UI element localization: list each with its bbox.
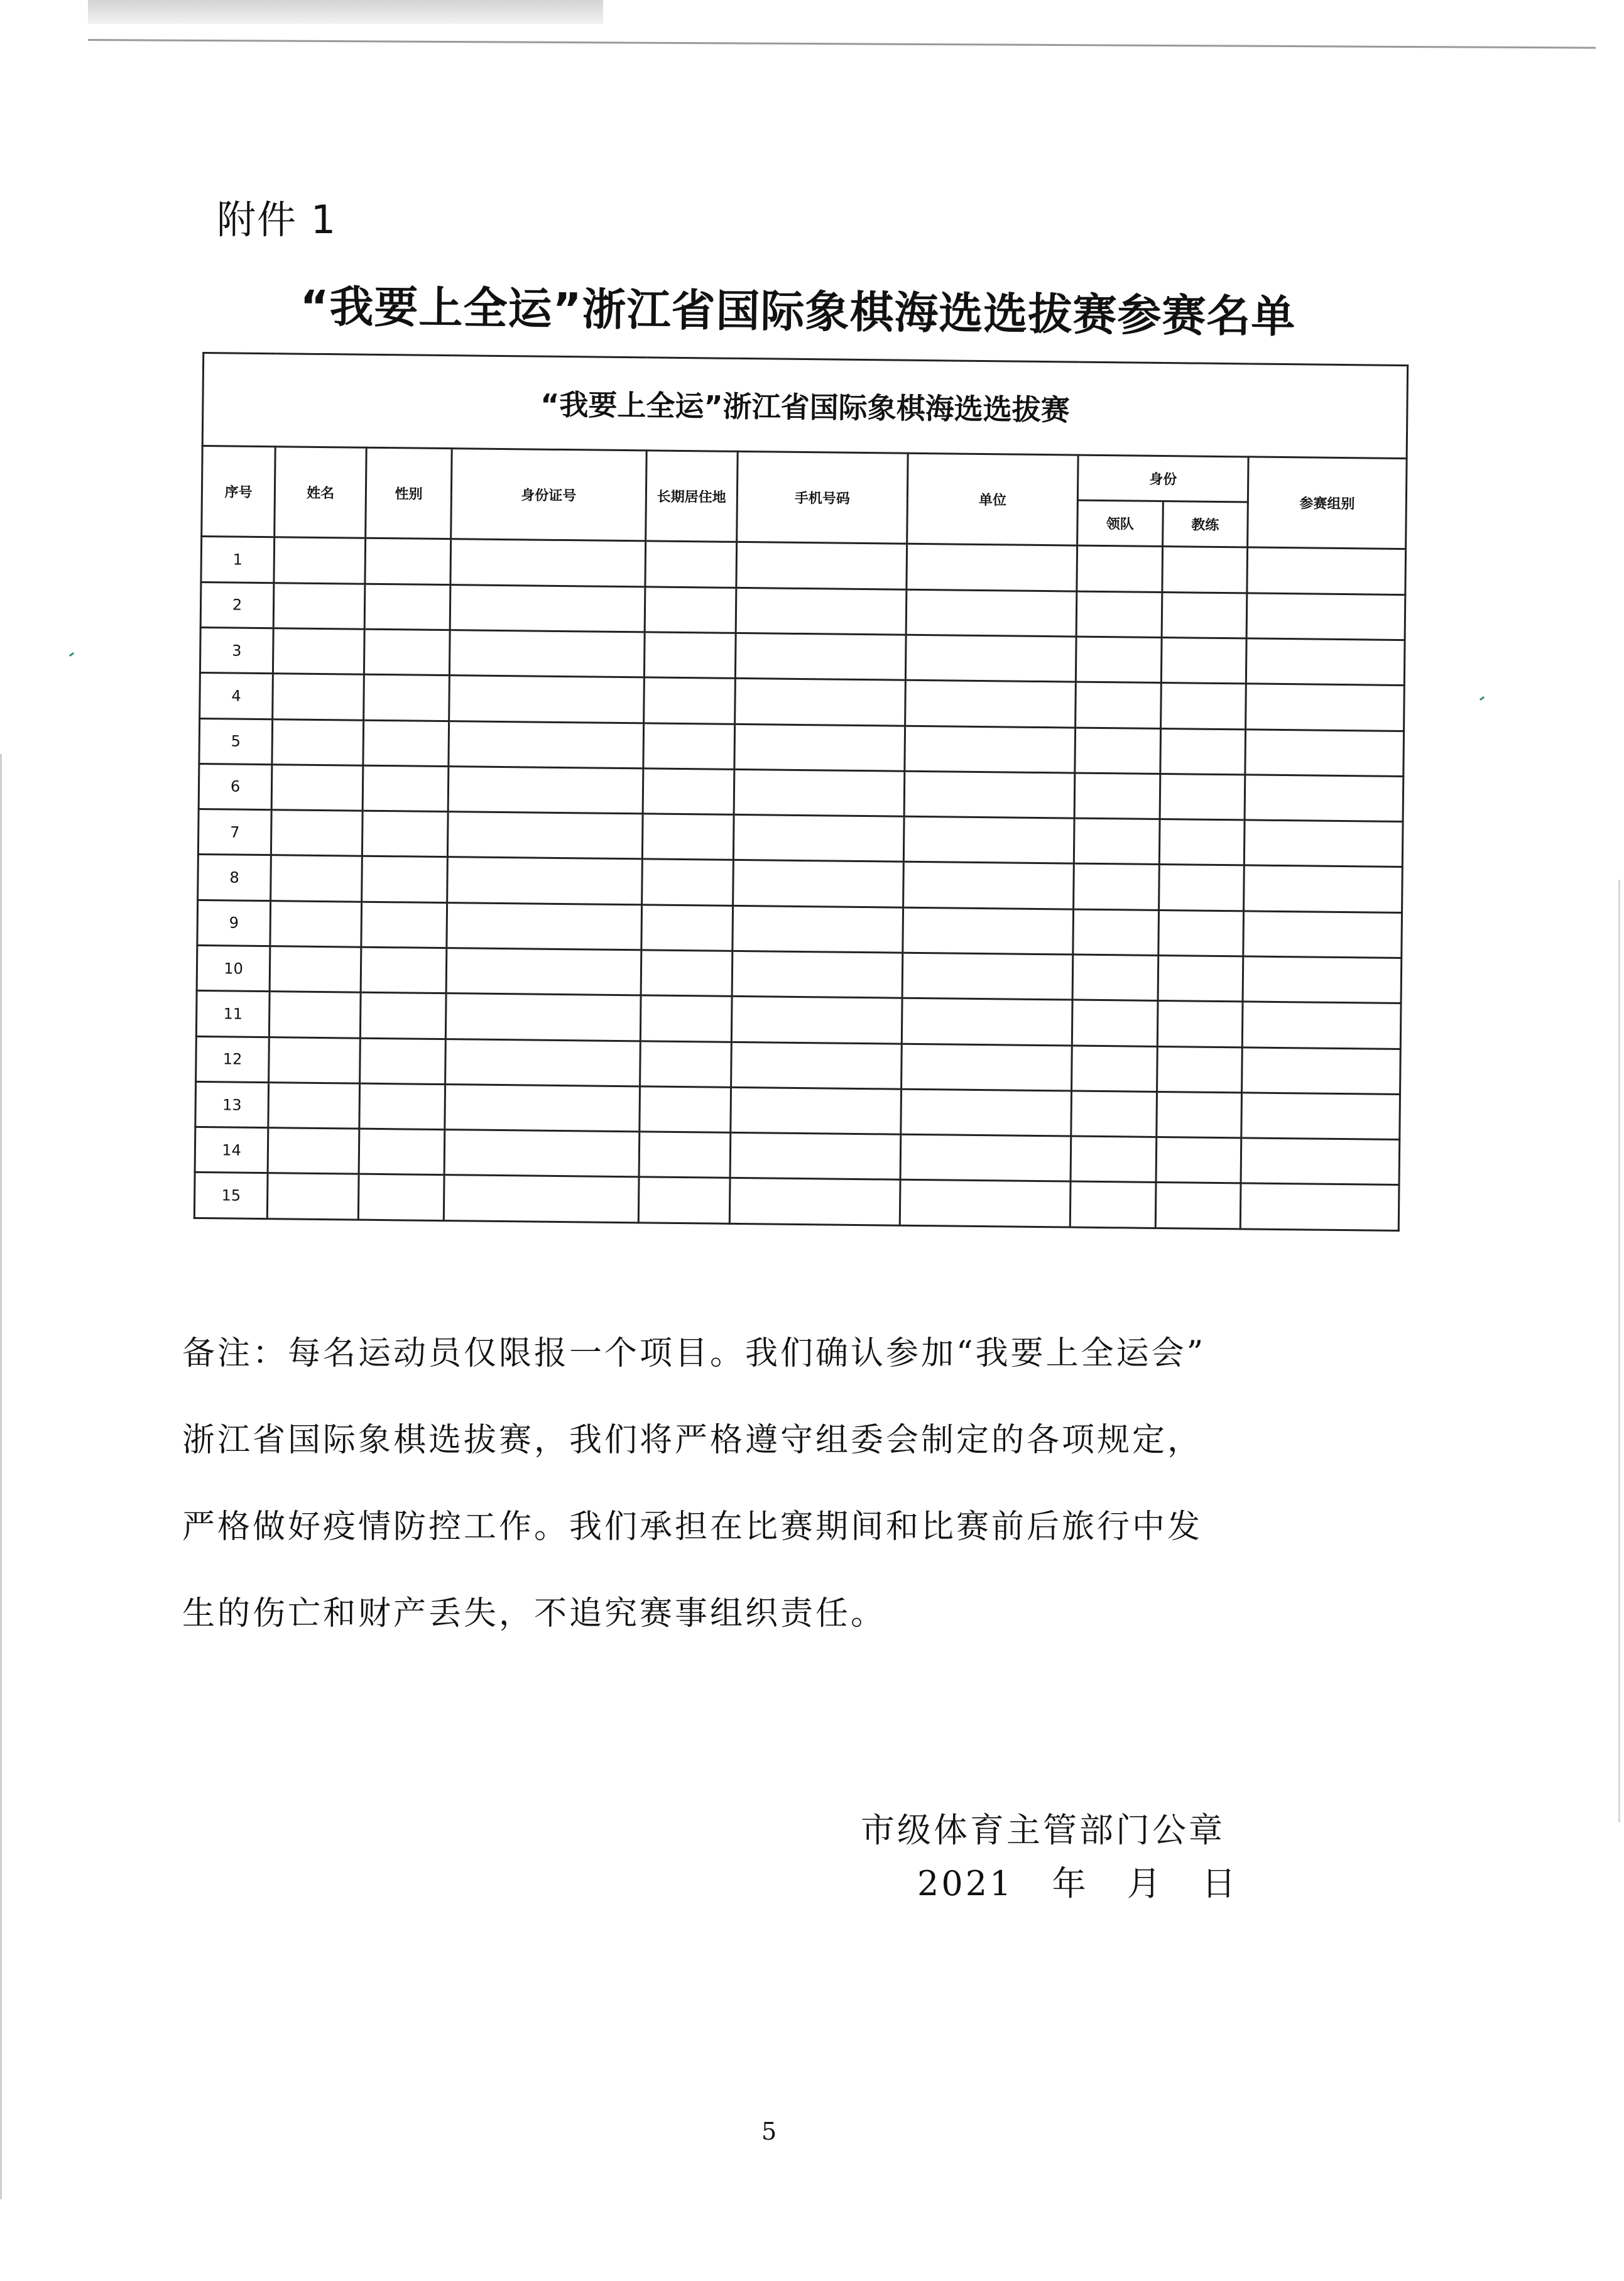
blank-entry-cell[interactable] bbox=[363, 765, 449, 812]
header-leader: 领队 bbox=[1077, 500, 1163, 547]
header-group: 参赛组别 bbox=[1248, 457, 1407, 549]
blank-entry-cell[interactable] bbox=[273, 674, 364, 720]
remark-block bbox=[182, 1310, 1414, 1657]
blank-entry-cell[interactable] bbox=[1243, 911, 1402, 958]
blank-entry-cell[interactable] bbox=[446, 948, 641, 996]
blank-entry-cell[interactable] bbox=[361, 992, 446, 1039]
blank-entry-cell[interactable] bbox=[1247, 547, 1406, 594]
blank-entry-cell[interactable] bbox=[1075, 728, 1160, 774]
blank-entry-cell[interactable] bbox=[445, 1084, 640, 1132]
blank-entry-cell[interactable] bbox=[268, 1128, 359, 1174]
blank-entry-cell[interactable] bbox=[730, 1133, 901, 1180]
blank-entry-cell[interactable] bbox=[1074, 773, 1160, 819]
blank-entry-cell[interactable] bbox=[736, 588, 907, 635]
blank-entry-cell[interactable] bbox=[364, 674, 449, 721]
blank-entry-cell[interactable] bbox=[900, 1180, 1071, 1227]
blank-entry-cell[interactable] bbox=[736, 542, 907, 589]
scan-right-edge bbox=[1618, 880, 1620, 1822]
blank-entry-cell[interactable] bbox=[1246, 684, 1405, 731]
blank-entry-cell[interactable] bbox=[903, 816, 1074, 863]
blank-entry-cell[interactable] bbox=[270, 900, 362, 947]
blank-entry-cell[interactable] bbox=[1160, 774, 1245, 820]
blank-entry-cell[interactable] bbox=[901, 1089, 1072, 1136]
blank-entry-cell[interactable] bbox=[903, 907, 1074, 955]
blank-entry-cell[interactable] bbox=[1162, 547, 1248, 593]
blank-entry-cell[interactable] bbox=[271, 855, 362, 902]
blank-entry-cell[interactable] bbox=[1243, 956, 1402, 1004]
row-seq-cell: 5 bbox=[199, 718, 273, 765]
scan-speck bbox=[1480, 696, 1485, 701]
blank-entry-cell[interactable] bbox=[902, 1044, 1072, 1091]
blank-entry-cell[interactable] bbox=[1240, 1183, 1399, 1230]
blank-entry-cell[interactable] bbox=[449, 630, 645, 678]
blank-entry-cell[interactable] bbox=[361, 947, 447, 993]
blank-entry-cell[interactable] bbox=[904, 771, 1075, 818]
row-seq-cell: 10 bbox=[197, 945, 270, 992]
blank-entry-cell[interactable] bbox=[449, 676, 645, 723]
blank-entry-cell[interactable] bbox=[447, 902, 642, 950]
blank-entry-cell[interactable] bbox=[732, 951, 903, 998]
blank-entry-cell[interactable] bbox=[1072, 1046, 1157, 1092]
attachment-label: 附件 1 bbox=[217, 197, 337, 243]
blank-entry-cell[interactable] bbox=[1157, 1046, 1242, 1093]
blank-entry-cell[interactable] bbox=[268, 1083, 360, 1129]
date-line: 2021 年 月 日 bbox=[917, 1864, 1238, 1903]
header-coach: 教练 bbox=[1162, 501, 1248, 548]
row-seq-cell: 1 bbox=[201, 537, 275, 583]
header-seq: 序号 bbox=[202, 446, 276, 537]
blank-entry-cell[interactable] bbox=[735, 633, 906, 680]
row-seq-cell: 2 bbox=[200, 582, 274, 628]
blank-entry-cell[interactable] bbox=[1160, 728, 1245, 775]
blank-entry-cell[interactable] bbox=[1073, 909, 1158, 956]
blank-entry-cell[interactable] bbox=[1245, 775, 1403, 822]
blank-entry-cell[interactable] bbox=[269, 1037, 361, 1083]
blank-entry-cell[interactable] bbox=[645, 541, 737, 588]
blank-entry-cell[interactable] bbox=[907, 544, 1077, 591]
blank-entry-cell[interactable] bbox=[1077, 545, 1162, 592]
blank-entry-cell[interactable] bbox=[906, 589, 1077, 637]
blank-entry-cell[interactable] bbox=[272, 719, 364, 765]
blank-entry-cell[interactable] bbox=[729, 1178, 900, 1225]
header-residence: 长期居住地 bbox=[645, 451, 738, 542]
scan-edge-mark bbox=[88, 0, 603, 24]
blank-entry-cell[interactable] bbox=[1155, 1183, 1241, 1229]
blank-entry-cell[interactable] bbox=[1241, 1138, 1400, 1185]
blank-entry-cell[interactable] bbox=[359, 1083, 445, 1130]
blank-entry-cell[interactable] bbox=[1246, 638, 1405, 686]
blank-entry-cell[interactable] bbox=[643, 723, 735, 769]
blank-entry-cell[interactable] bbox=[1072, 1000, 1157, 1046]
blank-entry-cell[interactable] bbox=[1076, 682, 1161, 728]
header-identity: 身份 bbox=[1077, 455, 1248, 502]
scan-left-edge bbox=[0, 754, 2, 2199]
blank-entry-cell[interactable] bbox=[1245, 729, 1404, 776]
document-title: “我要上全运”浙江省国际象棋海选选拔赛参赛名单 bbox=[300, 280, 1296, 343]
blank-entry-cell[interactable] bbox=[448, 766, 643, 814]
blank-entry-cell[interactable] bbox=[734, 769, 905, 816]
blank-entry-cell[interactable] bbox=[1242, 1002, 1401, 1049]
remark-line: 严格做好疫情防控工作。我们承担在比赛期间和比赛前后旅行中发 bbox=[182, 1508, 1203, 1546]
blank-entry-cell[interactable] bbox=[273, 583, 365, 629]
blank-entry-cell[interactable] bbox=[1074, 863, 1159, 910]
blank-entry-cell[interactable] bbox=[903, 862, 1074, 909]
header-phone: 手机号码 bbox=[737, 451, 908, 544]
blank-entry-cell[interactable] bbox=[900, 1134, 1071, 1181]
blank-entry-cell[interactable] bbox=[1158, 955, 1243, 1002]
blank-entry-cell[interactable] bbox=[731, 1042, 902, 1089]
blank-entry-cell[interactable] bbox=[365, 584, 450, 630]
blank-entry-cell[interactable] bbox=[734, 724, 905, 771]
row-seq-cell: 14 bbox=[195, 1127, 268, 1174]
blank-entry-cell[interactable] bbox=[905, 680, 1076, 727]
blank-entry-cell[interactable] bbox=[640, 1086, 731, 1133]
blank-entry-cell[interactable] bbox=[268, 1173, 359, 1220]
blank-entry-cell[interactable] bbox=[1076, 637, 1161, 683]
blank-entry-cell[interactable] bbox=[644, 632, 736, 679]
blank-entry-cell[interactable] bbox=[641, 950, 733, 997]
blank-entry-cell[interactable] bbox=[1244, 820, 1403, 867]
remark-line: 生的伤亡和财产丢失，不追究赛事组织责任。 bbox=[182, 1595, 886, 1633]
blank-entry-cell[interactable] bbox=[445, 993, 641, 1041]
scan-speck bbox=[69, 652, 74, 657]
blank-entry-cell[interactable] bbox=[363, 720, 449, 767]
stamp-label: 市级体育主管部门公章 bbox=[861, 1810, 1225, 1850]
blank-entry-cell[interactable] bbox=[642, 814, 734, 860]
blank-entry-cell[interactable] bbox=[1072, 955, 1158, 1001]
blank-entry-cell[interactable] bbox=[1162, 592, 1247, 638]
header-id-number: 身份证号 bbox=[451, 448, 646, 541]
blank-entry-cell[interactable] bbox=[450, 539, 646, 587]
blank-entry-cell[interactable] bbox=[444, 1130, 640, 1178]
blank-entry-cell[interactable] bbox=[1242, 1047, 1401, 1094]
blank-entry-cell[interactable] bbox=[641, 905, 733, 951]
registration-table-wrap bbox=[193, 352, 1409, 1232]
header-name: 姓名 bbox=[275, 446, 367, 538]
row-seq-cell: 6 bbox=[199, 763, 272, 810]
blank-entry-cell[interactable] bbox=[1156, 1091, 1241, 1138]
blank-entry-cell[interactable] bbox=[445, 1039, 641, 1086]
page-top-rule bbox=[88, 39, 1596, 49]
blank-entry-cell[interactable] bbox=[1244, 865, 1403, 912]
blank-entry-cell[interactable] bbox=[902, 998, 1072, 1045]
blank-entry-cell[interactable] bbox=[1071, 1091, 1157, 1137]
blank-entry-cell[interactable] bbox=[359, 1174, 444, 1221]
remark-line: 浙江省国际象棋选拔赛，我们将严格遵守组委会制定的各项规定， bbox=[182, 1421, 1203, 1459]
blank-entry-cell[interactable] bbox=[1159, 819, 1245, 866]
blank-entry-cell[interactable] bbox=[1241, 1093, 1400, 1140]
blank-entry-cell[interactable] bbox=[1161, 637, 1246, 684]
row-seq-cell: 8 bbox=[198, 855, 271, 901]
header-gender: 性别 bbox=[366, 447, 452, 539]
row-seq-cell: 7 bbox=[198, 809, 271, 856]
blank-entry-cell[interactable] bbox=[1156, 1137, 1241, 1184]
blank-entry-cell[interactable] bbox=[449, 721, 644, 769]
row-seq-cell: 11 bbox=[196, 991, 270, 1037]
row-seq-cell: 4 bbox=[200, 673, 273, 719]
blank-entry-cell[interactable] bbox=[733, 905, 903, 953]
remark-line: 备注：每名运动员仅限报一个项目。我们确认参加“我要上全运会” bbox=[182, 1335, 1206, 1372]
blank-entry-cell[interactable] bbox=[1070, 1181, 1155, 1228]
blank-entry-cell[interactable] bbox=[733, 814, 904, 862]
blank-entry-cell[interactable] bbox=[1158, 865, 1244, 911]
blank-entry-cell[interactable] bbox=[273, 628, 365, 675]
blank-entry-cell[interactable] bbox=[905, 726, 1076, 773]
blank-entry-cell[interactable] bbox=[360, 1038, 445, 1085]
blank-entry-cell[interactable] bbox=[731, 1087, 902, 1134]
blank-entry-cell[interactable] bbox=[640, 1041, 731, 1087]
row-seq-cell: 15 bbox=[194, 1173, 268, 1219]
blank-entry-cell[interactable] bbox=[447, 812, 643, 860]
blank-entry-cell[interactable] bbox=[643, 677, 735, 724]
blank-entry-cell[interactable] bbox=[444, 1175, 639, 1223]
blank-entry-cell[interactable] bbox=[270, 946, 361, 993]
blank-entry-cell[interactable] bbox=[362, 811, 448, 857]
blank-entry-cell[interactable] bbox=[1160, 683, 1246, 730]
blank-entry-cell[interactable] bbox=[902, 953, 1073, 1000]
blank-entry-cell[interactable] bbox=[731, 997, 902, 1044]
table-caption: “我要上全运”浙江省国际象棋海选选拔赛 bbox=[202, 353, 1407, 459]
row-seq-cell: 13 bbox=[195, 1081, 269, 1128]
blank-entry-cell[interactable] bbox=[271, 810, 363, 856]
registration-table bbox=[193, 352, 1409, 1232]
blank-entry-cell[interactable] bbox=[735, 679, 906, 726]
blank-entry-cell[interactable] bbox=[361, 902, 447, 948]
blank-entry-cell[interactable] bbox=[1071, 1136, 1156, 1183]
blank-entry-cell[interactable] bbox=[270, 992, 361, 1038]
blank-entry-cell[interactable] bbox=[643, 769, 734, 815]
row-seq-cell: 12 bbox=[196, 1036, 270, 1083]
blank-entry-cell[interactable] bbox=[733, 860, 904, 907]
blank-entry-cell[interactable] bbox=[1157, 1001, 1243, 1048]
blank-entry-cell[interactable] bbox=[640, 995, 732, 1042]
blank-entry-cell[interactable] bbox=[364, 629, 450, 676]
blank-entry-cell[interactable] bbox=[638, 1177, 730, 1223]
header-unit: 单位 bbox=[907, 453, 1079, 545]
row-seq-cell: 9 bbox=[197, 900, 271, 946]
blank-entry-cell[interactable] bbox=[905, 635, 1076, 682]
blank-entry-cell[interactable] bbox=[447, 857, 643, 905]
blank-entry-cell[interactable] bbox=[365, 539, 450, 585]
blank-entry-cell[interactable] bbox=[359, 1129, 444, 1175]
blank-entry-cell[interactable] bbox=[450, 584, 645, 632]
blank-entry-cell[interactable] bbox=[274, 537, 366, 584]
blank-entry-cell[interactable] bbox=[641, 859, 733, 905]
blank-entry-cell[interactable] bbox=[1076, 591, 1162, 638]
row-seq-cell: 3 bbox=[200, 627, 273, 674]
blank-entry-cell[interactable] bbox=[1246, 593, 1405, 640]
blank-entry-cell[interactable] bbox=[1074, 818, 1159, 865]
page-number: 5 bbox=[761, 2118, 777, 2145]
blank-entry-cell[interactable] bbox=[639, 1132, 731, 1178]
blank-entry-cell[interactable] bbox=[362, 856, 447, 903]
blank-entry-cell[interactable] bbox=[271, 764, 363, 811]
blank-entry-cell[interactable] bbox=[645, 586, 736, 633]
blank-entry-cell[interactable] bbox=[1158, 910, 1243, 956]
